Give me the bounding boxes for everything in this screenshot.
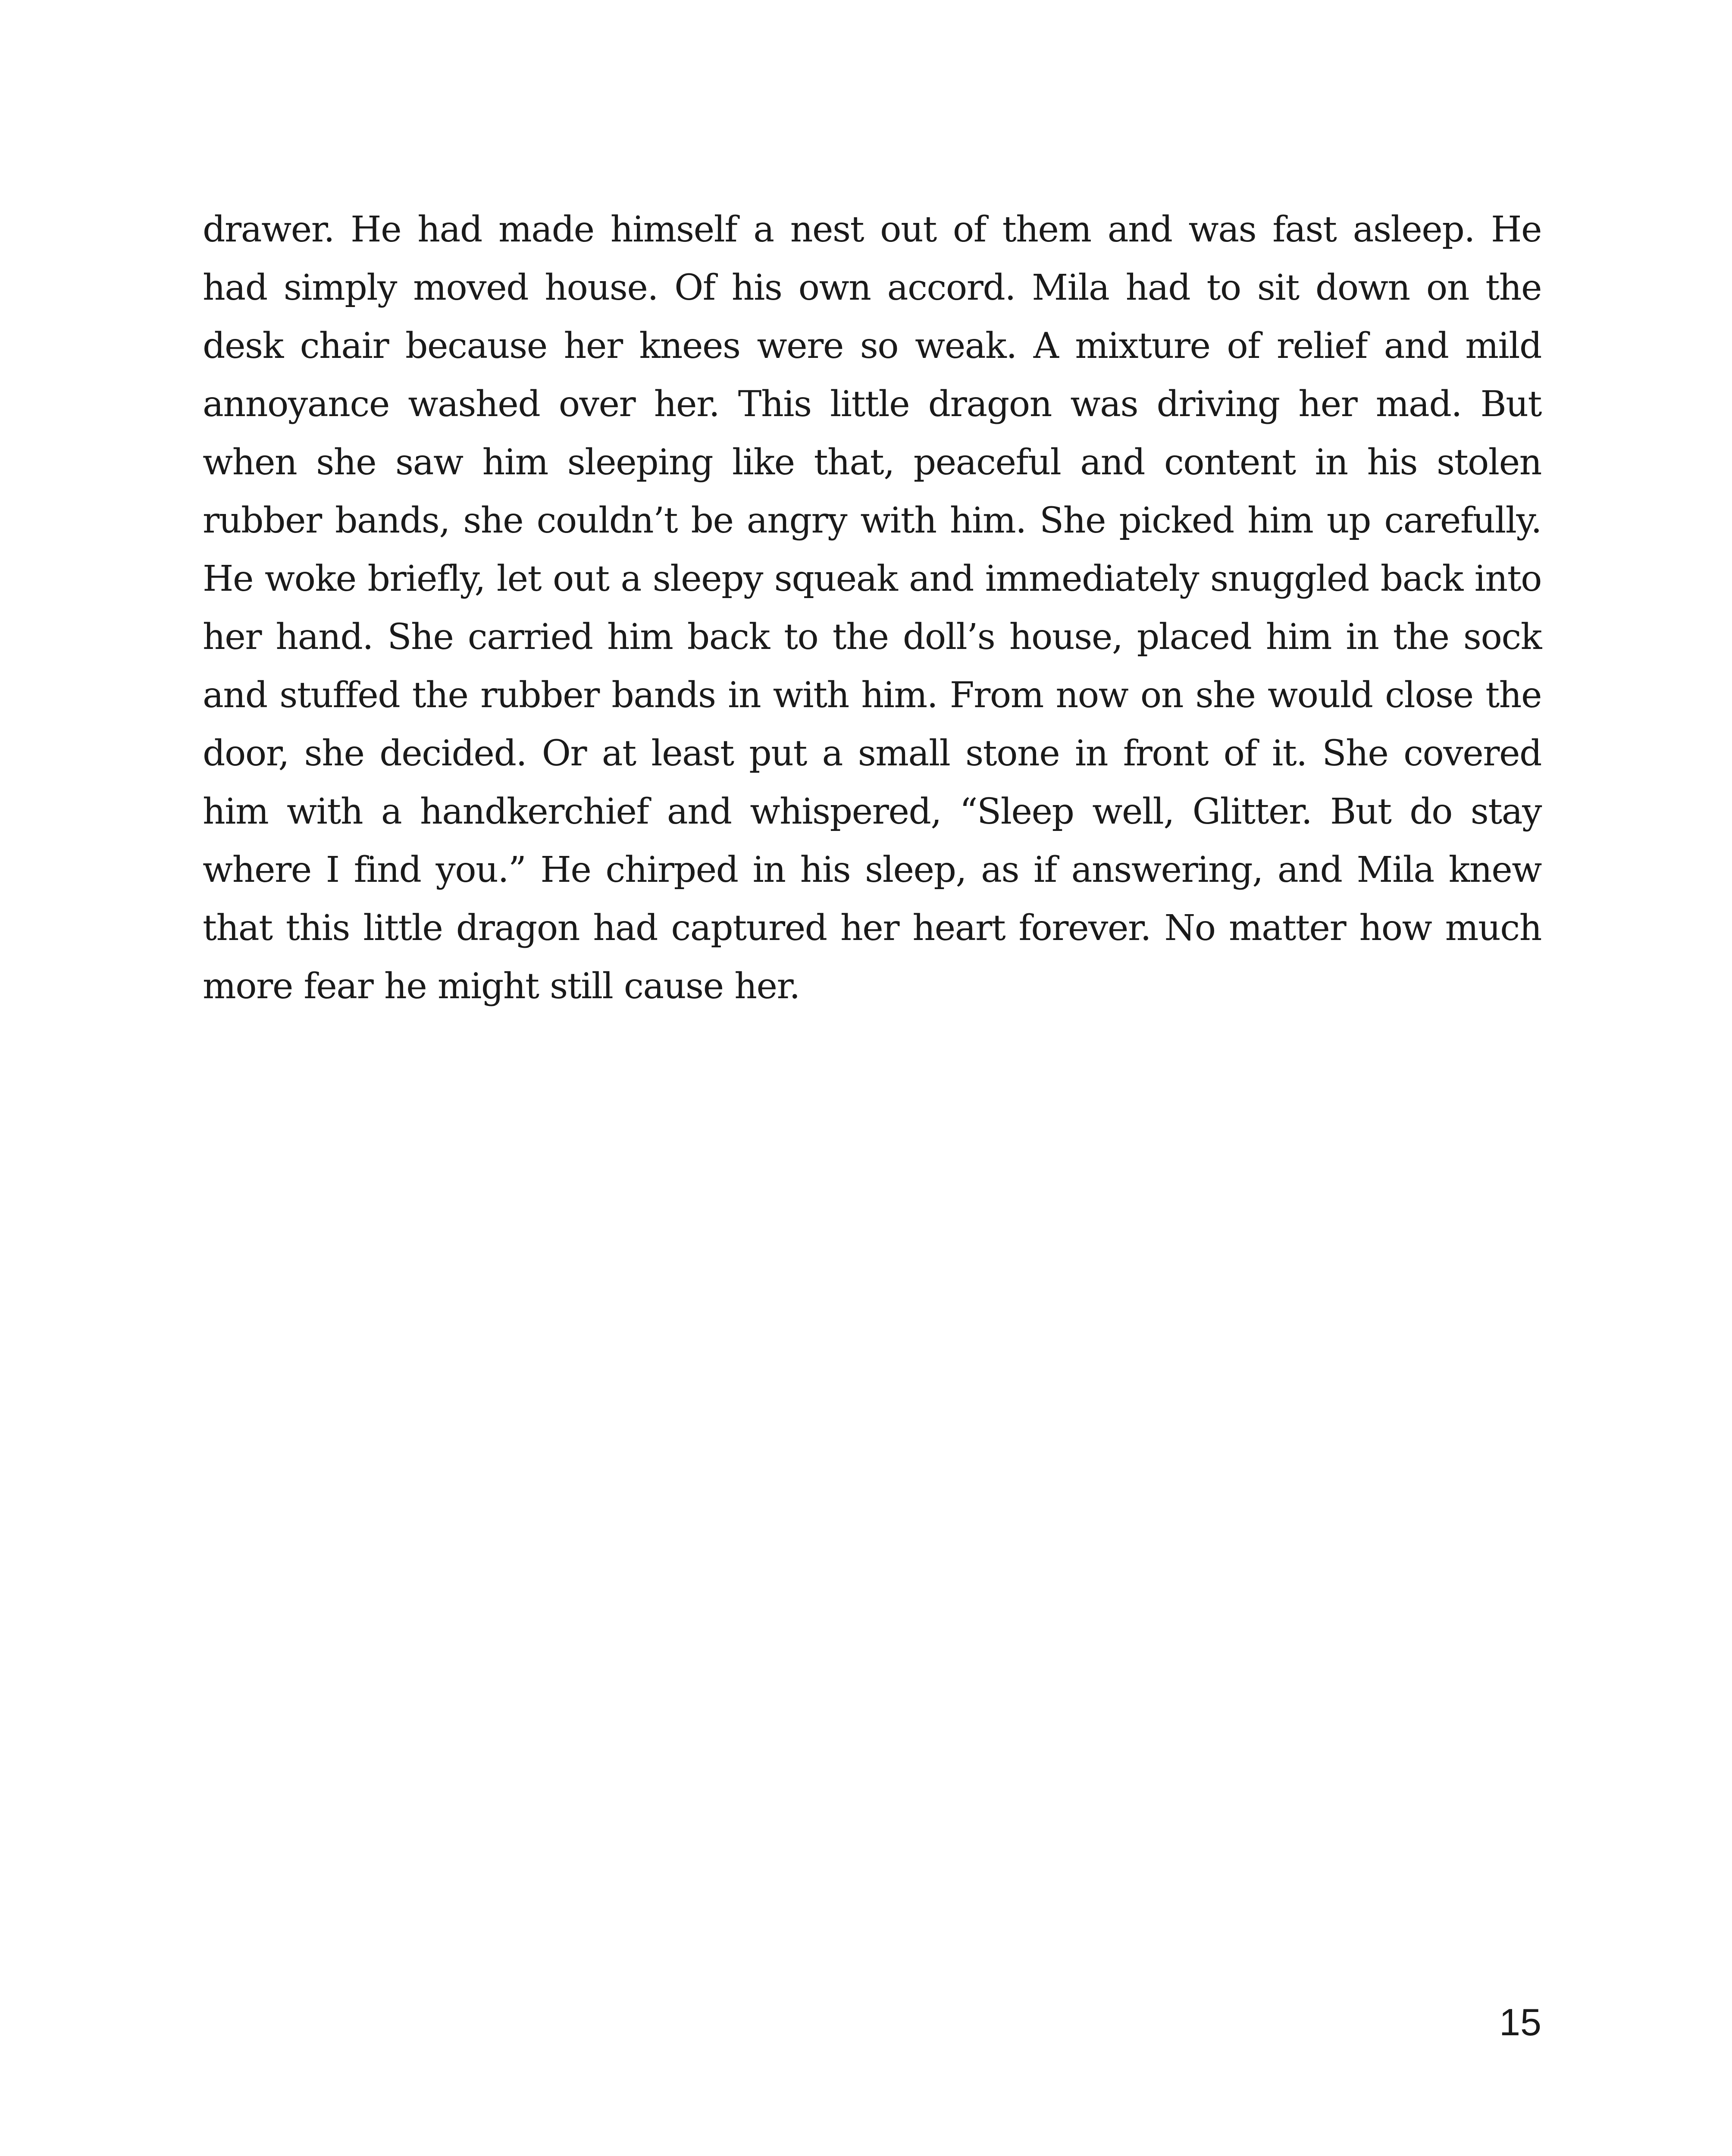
page-number: 15 (1499, 2001, 1541, 2043)
body-paragraph: drawer. He had made himself a nest out of them and was fast asleep. He had simply moved house. Of his own accord. Mila had to sit down on the desk chair because her knees were so weak. A mixture of relief and mild annoyance washed over her. This little dragon was driving her mad. But when she saw him sleeping like that, peaceful and content in his stolen rubber bands, she couldn’t be angry with him. She picked him up carefully. He woke briefly, let out a sleepy squeak and immediately snuggled back into her hand. She carried him back to the doll’s house, placed him in the sock and stuffed the rubber bands in with him. From now on she would close the door, she decided. Or at least put a small stone in front of it. She covered him with a handkerchief and whispered, “Sleep well, Glitter. But do stay where I find you.” He chirped in his sleep, as if answering, and Mila knew that this little dragon had captured her heart forever. No matter how much more fear he might still cause her. (203, 209, 1541, 1007)
